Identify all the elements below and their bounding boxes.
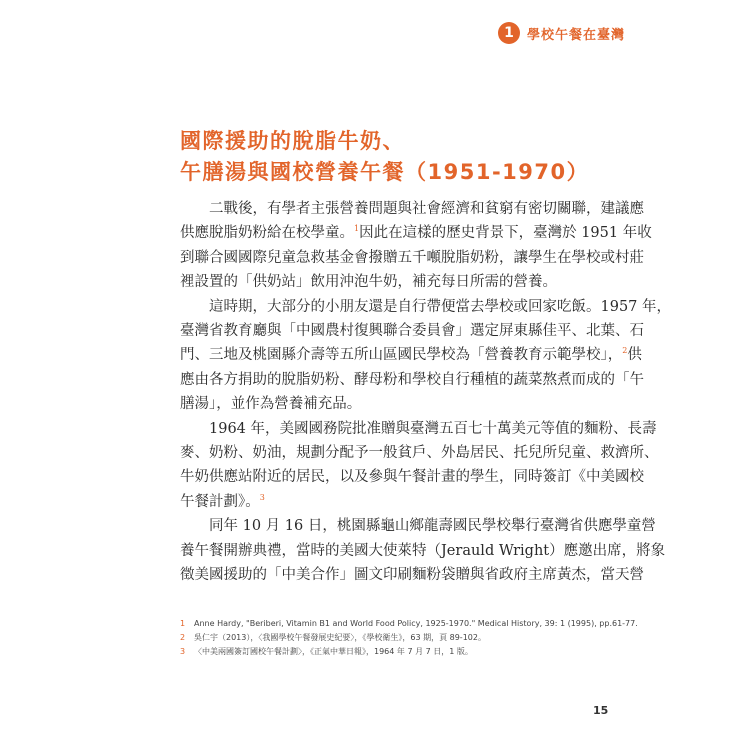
paragraph-3 (180, 417, 659, 515)
paragraph-2 (180, 295, 672, 417)
paragraph-line: 膳湯」，並作為營養補充品。 (180, 396, 362, 413)
paragraph-1 (180, 197, 652, 295)
footnote-number: 1 (180, 619, 186, 628)
paragraph-line: 牛奶供應站附近的居民，以及參與午餐計畫的學生，同時簽訂《中美國校 (180, 469, 644, 486)
footnote-1 (180, 617, 638, 631)
footnote-ref-3[interactable]: 3 (259, 493, 265, 503)
paragraph-line (180, 221, 652, 245)
footnote-ref-1[interactable]: 1 (354, 224, 360, 234)
footnote-2 (180, 631, 600, 645)
section-title (180, 126, 600, 188)
running-header (498, 22, 625, 44)
paragraph-line: 同年 10 月 16 日，桃園縣龜山鄉龍壽國民學校舉行臺灣省供應學童營 (209, 518, 656, 535)
paragraph-line: 徵美國援助的「中美合作」圖文印刷麵粉袋贈與省政府主席黃杰，當天營 (180, 567, 644, 584)
footnote-text: 吳仁宇（2013），〈我國學校午餐發展史紀要〉，《學校衛生》，63 期，頁 89-102。 (194, 633, 486, 642)
text-run: 供應脫脂奶粉給在校學童。 (180, 225, 354, 242)
footnotes (180, 617, 638, 659)
paragraph-line: 這時期，大部分的小朋友還是自行帶便當去學校或回家吃飯。1957 年， (209, 298, 672, 315)
paragraph-4 (180, 514, 666, 587)
footnote-3 (180, 645, 600, 659)
text-run: 門、三地及桃園縣介壽等五所山區國民學校為「營養教育示範學校」， (180, 347, 623, 364)
paragraph-line: 1964 年，美國國務院批准贈與臺灣五百七十萬美元等值的麵粉、長壽 (209, 420, 657, 437)
chapter-number-badge: 1 (498, 22, 520, 44)
paragraph-line (180, 343, 642, 367)
paragraph-line: 養午餐開辦典禮，當時的美國大使萊特（Jerauld Wright）應邀出席，將象 (180, 542, 666, 559)
paragraph-line: 二戰後，有學者主張營養問題與社會經濟和貧窮有密切關聯，建議應 (209, 201, 644, 217)
paragraph-line: 裡設置的「供奶站」飲用沖泡牛奶，補充每日所需的營養。 (180, 274, 557, 291)
paragraph-line (180, 490, 598, 514)
footnote-ref-2[interactable]: 2 (622, 346, 628, 356)
footnote-text: Anne Hardy, "Beriberi, Vitamin B1 and World Food Policy, 1925-1970." Medical History, 39: 1 (1995), pp.61-77. (194, 619, 638, 628)
paragraph-line: 麥、奶粉、奶油，規劃分配予一般貧戶、外島居民、托兒所兒童、救濟所、 (180, 445, 659, 462)
body-text (180, 197, 672, 588)
section-title-line-2: 午膳湯與國校營養午餐（1951-1970） (180, 160, 590, 184)
paragraph-line: 到聯合國國際兒童急救基金會撥贈五千噸脫脂奶粉，讓學生在學校或村莊 (180, 249, 644, 266)
page-number: 15 (593, 704, 609, 717)
text-run: 供 (627, 347, 642, 364)
paragraph-line: 應由各方捐助的脫脂奶粉、酵母粉和學校自行種植的蔬菜熬煮而成的「午 (180, 371, 644, 388)
footnote-number: 2 (180, 633, 186, 642)
section-title-line-1: 國際援助的脫脂牛奶、 (180, 129, 405, 153)
text-run: 午餐計劃》。 (180, 493, 260, 510)
footnote-number: 3 (180, 647, 186, 656)
paragraph-line: 臺灣省教育廳與「中國農村復興聯合委員會」選定屏東縣佳平、北葉、石 (180, 323, 644, 340)
chapter-title: 學校午餐在臺灣 (527, 27, 626, 43)
text-run: 因此在這樣的歷史背景下，臺灣於 1951 年收 (359, 225, 652, 242)
footnote-text: 〈中美兩國簽訂國校午餐計劃〉，《正氣中華日報》，1964 年 7 月 7 日，1 版。 (194, 647, 473, 656)
